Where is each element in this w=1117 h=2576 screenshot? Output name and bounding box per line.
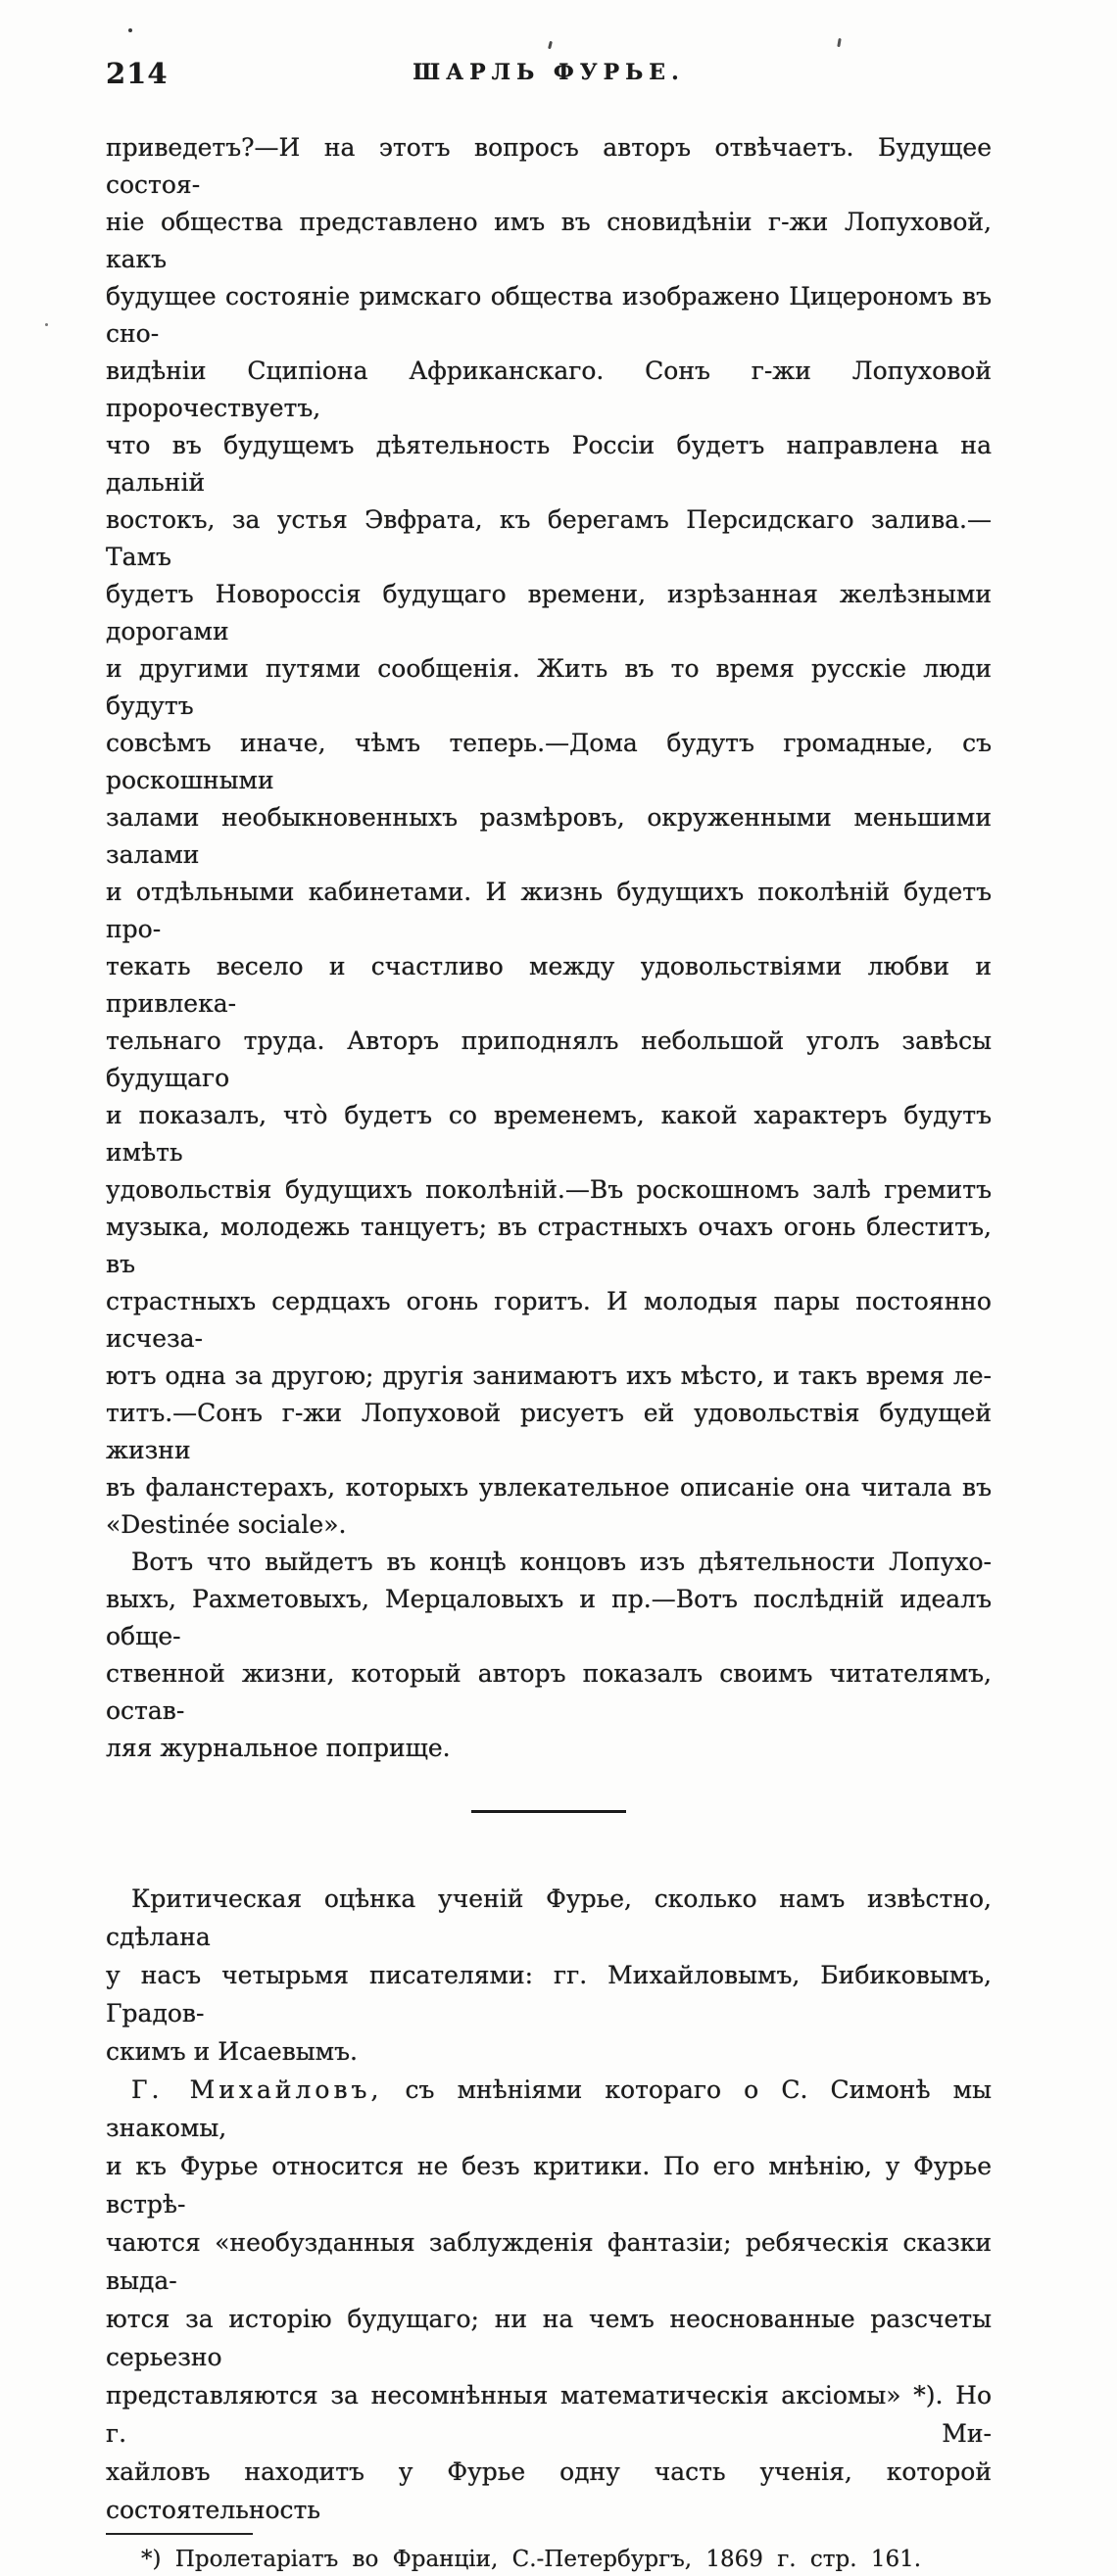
text-line: представляются за несомнѣнныя математическія аксіомы» *). Но г. Ми- [106,2381,992,2448]
text-line: титъ.—Сонъ г-жи Лопуховой рисуетъ ей удовольствія будущей жизни [106,1399,992,1464]
text-line: ются за исторію будущаго; ни на чемъ неоснованные разсчеты серьезно [106,2305,992,2371]
text-line: музыка, молодежь танцуетъ; въ страстныхъ очахъ огонь блеститъ, въ [106,1213,992,1278]
text-line: и къ Фурье относится не безъ критики. По его мнѣнію, у Фурье встрѣ- [106,2152,992,2218]
text-line: тельнаго труда. Авторъ приподнялъ небольшой уголъ завѣсы будущаго [106,1026,992,1092]
text-line: въ фаланстерахъ, которыхъ увлекательное описаніе она читала въ [106,1473,992,1502]
text-line: текать весело и счастливо между удовольствіями любви и привлека- [106,952,992,1018]
text-section-top [106,129,992,1767]
text-line: ніе общества представлено имъ въ сновидѣніи г-жи Лопуховой, какъ [106,208,992,273]
text-line: чаются «необузданныя заблужденія фантазіи; ребяческія сказки выда- [106,2228,992,2295]
scan-speck [548,41,553,49]
emphasized-name: Г. Михайловъ, [131,2075,383,2104]
text-line: что въ будущемъ дѣятельность Россіи будетъ направлена на дальній [106,431,992,497]
paragraph [106,129,992,1544]
paragraph [106,1544,992,1767]
text-line: будущее состояніе римскаго общества изображено Цицерономъ въ сно- [106,282,992,348]
section-divider-rule [471,1810,626,1813]
text-line: приведетъ?—И на этотъ вопросъ авторъ отвѣчаетъ. Будущее состоя- [106,133,992,199]
scan-speck [128,28,132,32]
page-number: 214 [106,57,169,90]
text-line: страстныхъ сердцахъ огонь горитъ. И молодыя пары постоянно исчеза- [106,1287,992,1353]
text-line: будетъ Новороссія будущаго времени, изрѣзанная желѣзными дорогами [106,580,992,645]
text-line: Критическая оцѣнка ученій Фурье, сколько намъ извѣстно, сдѣлана [106,1884,992,1951]
text-line: и отдѣльными кабинетами. И жизнь будущихъ поколѣній будетъ про- [106,878,992,943]
text-line: востокъ, за устья Эвфрата, къ берегамъ Персидскаго залива.—Тамъ [106,505,992,571]
text-section-bottom [106,1880,992,2529]
text-line: ютъ одна за другою; другія занимаютъ ихъ мѣсто, и такъ время ле- [106,1361,992,1390]
footnote: *) Пролетаріатъ во Франціи, С.-Петербургъ, 1869 г. стр. 161. [141,2547,922,2572]
text-line: и другими путями сообщенія. Жить въ то время русскіе люди будутъ [106,654,992,720]
text-line: ляя журнальное поприще. [106,1734,451,1762]
text-line: залами необыкновенныхъ размѣровъ, окруженными меньшими залами [106,803,992,869]
page-content [106,57,992,2576]
scan-speck [837,38,842,47]
text-line: ственной жизни, который авторъ показалъ своимъ читателямъ, остав- [106,1659,992,1725]
text-line: и показалъ, что̀ будетъ со временемъ, какой характеръ будутъ имѣть [106,1101,992,1167]
paragraph [106,1880,992,2071]
text-line: Вотъ что выйдетъ въ концѣ концовъ изъ дѣятельности Лопухо- [131,1548,992,1576]
text-line: видѣніи Сципіона Африканскаго. Сонъ г-жи Лопуховой пророчествуетъ, [106,357,992,422]
footnote-separator-rule [106,2533,253,2535]
text-line: Г. Михайловъ, съ мнѣніями котораго о С. Симонѣ мы знакомы, [106,2075,993,2142]
text-line: удовольствія будущихъ поколѣній.—Въ роскошномъ залѣ гремитъ [106,1175,992,1204]
text-line: скимъ и Исаевымъ. [106,2037,358,2066]
text-line: у насъ четырьмя писателями: гг. Михайловымъ, Бибиковымъ, Градов- [106,1961,992,2027]
running-title: ШАРЛЬ ФУРЬЕ. [413,60,685,85]
text-line: хайловъ находитъ у Фурье одну часть ученія, которой состоятельность [106,2457,992,2524]
paragraph [106,2071,992,2529]
page-header [106,57,992,90]
text-line: «Destinée sociale». [106,1510,347,1539]
text-line: выхъ, Рахметовыхъ, Мерцаловыхъ и пр.—Вотъ послѣдній идеалъ обще- [106,1585,992,1650]
page-body [106,129,992,2576]
text-line: совсѣмъ иначе, чѣмъ теперь.—Дома будутъ громадные, съ роскошными [106,729,992,794]
scan-speck [45,323,48,326]
